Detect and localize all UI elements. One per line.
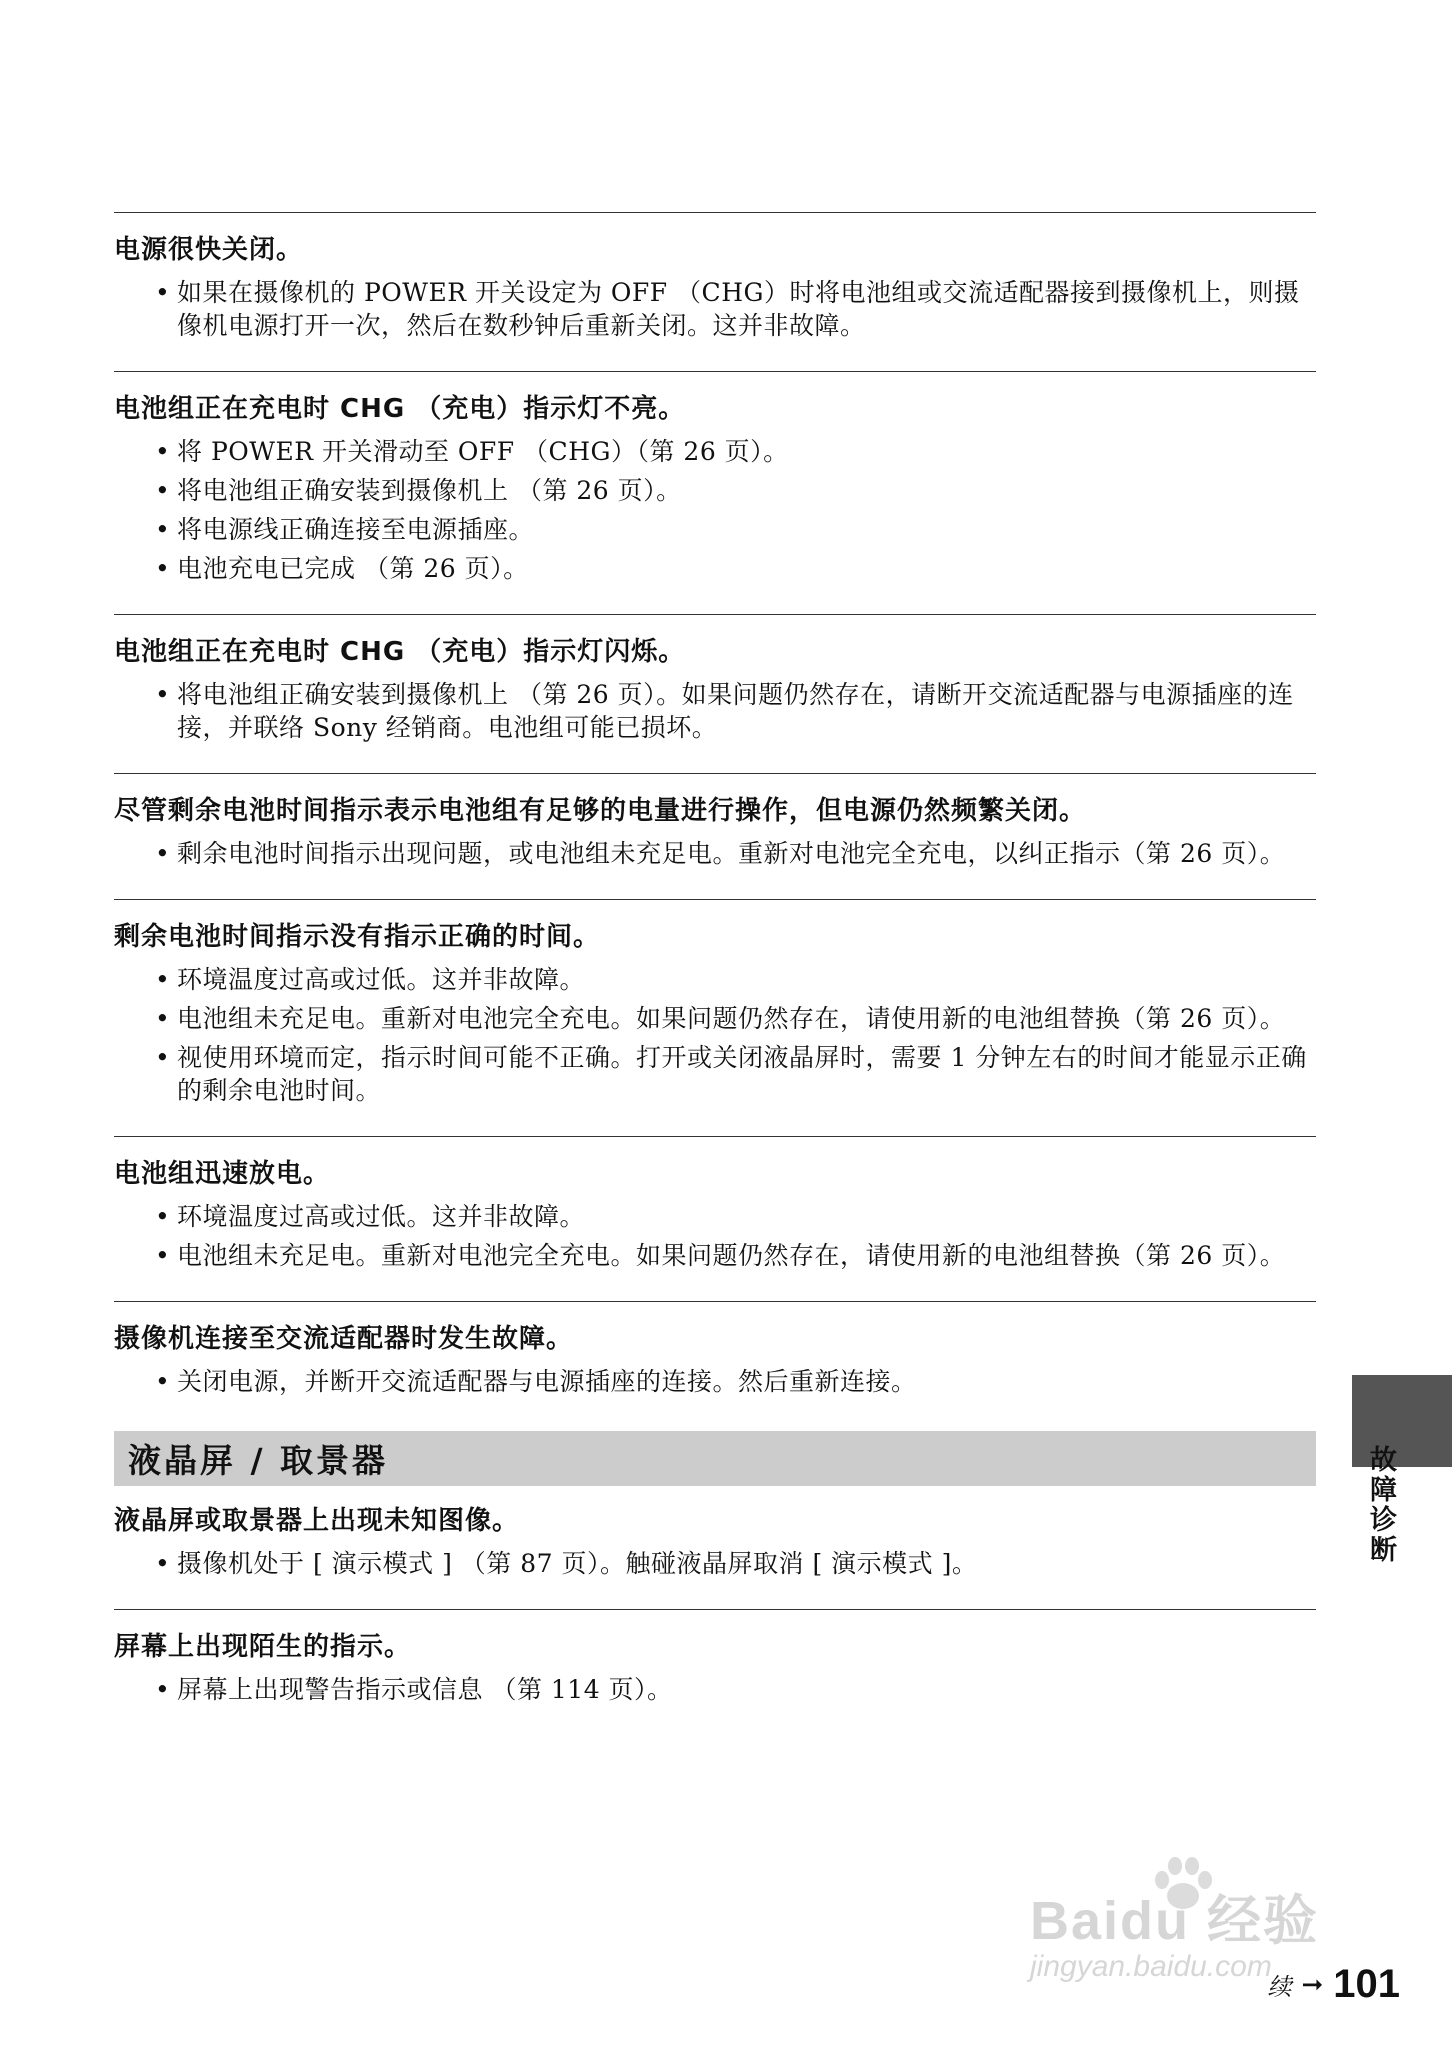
bullet-item: • 电池组未充足电。重新对电池完全充电。如果问题仍然存在，请使用新的电池组替换（第 26 页）。 [177,1239,1316,1272]
trouble-section [114,212,1316,371]
section-title: 电池组正在充电时 CHG （充电）指示灯不亮。 [114,394,686,424]
bullet-list [114,1547,1316,1580]
sections-after-band [114,1504,1316,1735]
bullet-item: • 视使用环境而定，指示时间可能不正确。打开或关闭液晶屏时，需要 1 分钟左右的时间才能显示正确的剩余电池时间。 [177,1041,1316,1107]
bullet-list [114,678,1316,744]
bullet-list [114,1365,1316,1398]
trouble-section [114,1609,1316,1735]
section-title: 电源很快关闭。 [114,235,304,265]
watermark-brand-text: Baidu 经验 [1030,1891,1320,1951]
bullet-item: • 屏幕上出现警告指示或信息 （第 114 页）。 [177,1673,1316,1706]
bullet-item: • 将 POWER 开关滑动至 OFF （CHG）（第 26 页）。 [177,435,1316,468]
page-number: 101 [1333,1962,1400,2006]
section-title: 剩余电池时间指示没有指示正确的时间。 [114,922,601,952]
bullet-item: • 关闭电源，并断开交流适配器与电源插座的连接。然后重新连接。 [177,1365,1316,1398]
trouble-section [114,899,1316,1136]
bullet-list [114,276,1316,342]
bullet-item: • 电池组未充足电。重新对电池完全充电。如果问题仍然存在，请使用新的电池组替换（第 26 页）。 [177,1002,1316,1035]
section-title: 尽管剩余电池时间指示表示电池组有足够的电量进行操作，但电源仍然频繁关闭。 [114,796,1087,826]
page-footer [1267,1962,1400,2007]
band-heading-text: 液晶屏 / 取景器 [128,1441,389,1480]
bullet-item: • 将电池组正确安装到摄像机上 （第 26 页）。如果问题仍然存在，请断开交流适配器与电源插座的连接，并联络 Sony 经销商。电池组可能已损坏。 [177,678,1316,744]
bullet-list [114,963,1316,1107]
section-title: 电池组正在充电时 CHG （充电）指示灯闪烁。 [114,637,686,667]
sections-before-band [114,212,1316,1427]
bullet-item: • 剩余电池时间指示出现问题，或电池组未充足电。重新对电池完全充电，以纠正指示（第 26 页）。 [177,837,1316,870]
bullet-item: • 环境温度过高或过低。这并非故障。 [177,1200,1316,1233]
trouble-section [114,614,1316,773]
document-body [114,212,1316,1735]
bullet-list [114,1200,1316,1272]
section-band-heading [114,1431,1316,1486]
bullet-list [114,1673,1316,1706]
continued-label: 续 [1267,1973,1292,2001]
section-title: 摄像机连接至交流适配器时发生故障。 [114,1324,574,1354]
section-title: 电池组迅速放电。 [114,1159,331,1189]
bullet-list [114,435,1316,585]
section-title: 屏幕上出现陌生的指示。 [114,1632,412,1662]
trouble-section [114,1301,1316,1427]
trouble-section [114,1136,1316,1301]
watermark [1030,1858,1370,1983]
continued-arrow-icon: ➞ [1301,1969,1324,2000]
bullet-item: • 将电源线正确连接至电源插座。 [177,513,1316,546]
trouble-section [114,1504,1316,1609]
bullet-item: • 如果在摄像机的 POWER 开关设定为 OFF （CHG）时将电池组或交流适配器接到摄像机上，则摄像机电源打开一次，然后在数秒钟后重新关闭。这并非故障。 [177,276,1316,342]
section-title: 液晶屏或取景器上出现未知图像。 [114,1506,520,1536]
bullet-item: • 电池充电已完成 （第 26 页）。 [177,552,1316,585]
bullet-item: • 摄像机处于 [ 演示模式 ] （第 87 页）。触碰液晶屏取消 [ 演示模式 ]。 [177,1547,1316,1580]
watermark-url-text: jingyan.baidu.com [1030,1950,1272,1983]
trouble-section [114,773,1316,899]
bullet-item: • 将电池组正确安装到摄像机上 （第 26 页）。 [177,474,1316,507]
bullet-list [114,837,1316,870]
side-tab-label: 故障诊断 [1365,1445,1396,1565]
trouble-section [114,371,1316,614]
bullet-item: • 环境温度过高或过低。这并非故障。 [177,963,1316,996]
